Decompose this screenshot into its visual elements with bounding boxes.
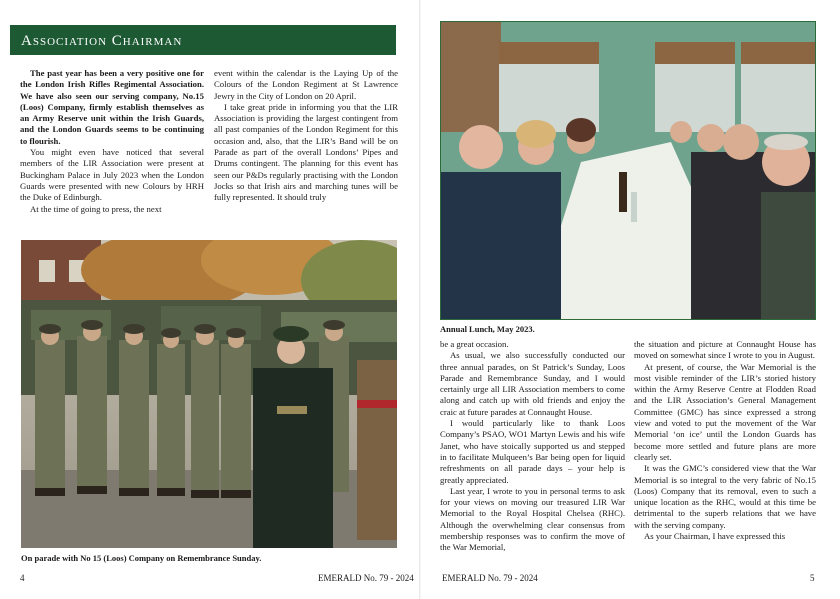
lunch-photo-caption: Annual Lunch, May 2023. [440, 324, 535, 334]
paragraph: As usual, we also successfully conducted our three annual parades, on St Patrick’s Sunday, Loos Parade and Remembrance Sunday, and I would certainly urge all LIR Association members to come along and catch up with old friends and enjoy the craic at future parades at Connaught House. [440, 350, 625, 417]
paragraph: At present, of course, the War Memorial is the most visible reminder of the LIR’s storied history within the Army Reserve Centre at Flodden Road and the LIR Association’s General Management Committee (GMC) has since expressed a strong view and voted to put the movement of the War Memorial ‘on ice’ until the London Guards has become more settled and future plans are more clearly set. [634, 361, 816, 462]
section-header: Association Chairman [10, 25, 396, 55]
right-column-2 [634, 339, 816, 542]
intro-paragraph: The past year has been a very positive one for the London Irish Rifles Regimental Association. We have also seen our serving company, No.15 (Loos) Company, firmly establish themselves as an Army Reserve unit within the Irish Guards, and the London Guards seems to be continuing to flourish. [20, 68, 204, 146]
footer-title-right: EMERALD No. 79 - 2024 [442, 573, 538, 583]
paragraph: event within the calendar is the Laying Up of the Colours of the London Regiment at St Lawrence Jewry in the City of London on 20 April. [214, 68, 398, 101]
right-page [420, 0, 840, 599]
parade-photo-caption: On parade with No 15 (Loos) Company on Remembrance Sunday. [21, 553, 262, 563]
paragraph: be a great occasion. [440, 339, 509, 349]
lunch-photo [440, 21, 816, 320]
paragraph: I would particularly like to thank Loos Company’s PSAO, WO1 Martyn Lewis and his wife Janet, who have stoically supported us and stepped in to facilitate Mulqueen’s Bar being open for liquid refreshments on all parade days – your help is greatly appreciated. [440, 418, 625, 485]
page-number-right: 5 [810, 573, 815, 583]
paragraph: As your Chairman, I have expressed this [644, 531, 786, 542]
left-column-2 [214, 68, 398, 204]
right-column-1 [440, 339, 625, 554]
paragraph: I take great pride in informing you that the LIR Association is providing the largest contingent from all past companies of the London Regiment for this occasion and, also, that the LIR’s Band will be on Parade as part of the overall Londons’ Pipes and Drums contingent. The planning for this event has seen our P&Ds regularly practising with the London Jocks so that Irish airs and marching tunes will be fully represented. It should truly [214, 101, 398, 203]
paragraph: You might even have noticed that several members of the LIR Association were present at Buckingham Palace in July 2023 when the London Guards were presented with new Colours by HRH the Duke of Edinburgh. [20, 147, 204, 203]
paragraph: Last year, I wrote to you in personal terms to ask for your views on moving our treasured LIR War Memorial to the Royal Hospital Chelsea (RHC). Although the overwhelming clear consensus from membership responses was to confirm the move of the War Memorial, [440, 485, 625, 553]
paragraph: the situation and picture at Connaught House has moved on somewhat since I wrote to you in August. [634, 339, 816, 361]
page-number-left: 4 [20, 573, 25, 583]
paragraph: It was the GMC’s considered view that the War Memorial is so integral to the very fabric of No.15 (Loos) Company that its removal, even to such a unique location as the RHC, would at this time be detrimental to the superb relations that we have with the serving company. [634, 463, 816, 530]
parade-photo [21, 240, 397, 548]
paragraph: At the time of going to press, the next [30, 203, 162, 214]
footer-title-left: EMERALD No. 79 - 2024 [318, 573, 414, 583]
left-column-1 [20, 68, 204, 215]
